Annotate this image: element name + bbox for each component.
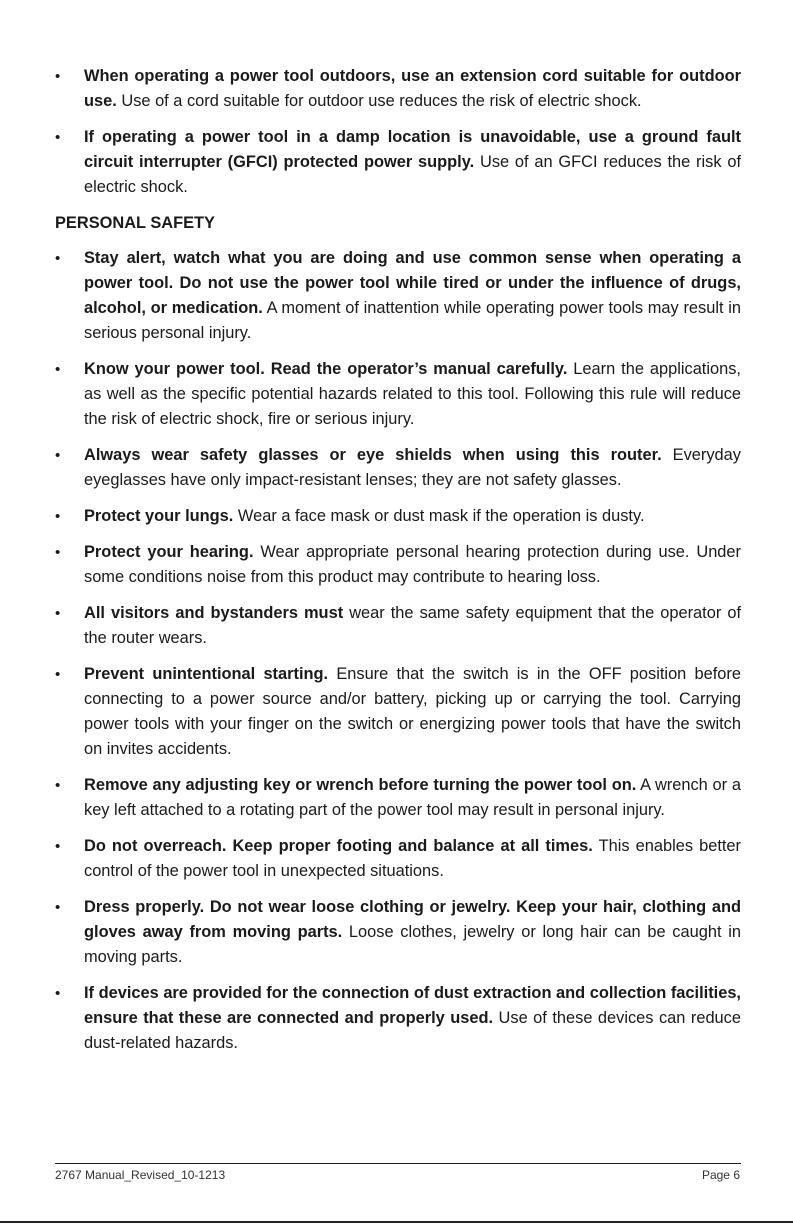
bullet-item <box>55 443 741 493</box>
bullet-dot-icon: • <box>55 899 61 916</box>
bullet-dot-icon: • <box>55 985 61 1002</box>
bullet-dot-icon: • <box>55 605 61 622</box>
bullet-bold-lead: Prevent unintentional starting. <box>84 665 329 683</box>
bullet-bold-lead: If devices are provided for the connection of dust extraction and collection facilities, ensure that these are connected and properly used. <box>84 984 741 1027</box>
bullet-dot-icon: • <box>55 666 61 683</box>
bullet-item <box>55 125 741 200</box>
bullet-body-text: Use of a cord suitable for outdoor use reduces the risk of electric shock. <box>116 92 642 110</box>
bullet-item <box>55 773 741 823</box>
bullet-item <box>55 834 741 884</box>
bullet-dot-icon: • <box>55 361 61 378</box>
bullet-item <box>55 357 741 432</box>
bullet-item <box>55 64 741 114</box>
bullet-bold-lead: All visitors and bystanders must <box>84 604 344 622</box>
footer-manual-id: 2767 Manual_Revised_10-1213 <box>55 1168 226 1182</box>
bullet-item <box>55 662 741 762</box>
bullet-dot-icon: • <box>55 447 61 464</box>
footer-page-number: Page 6 <box>701 1168 740 1182</box>
bullet-body-text: Ensure that the switch is in the OFF position before connecting to a power source and/or battery, picking up or carrying the tool. Carrying power tools with your finger on the switch or energizing power tools that have the switch on invites accidents. <box>84 665 741 758</box>
bullet-item <box>55 981 741 1056</box>
bullet-item <box>55 540 741 590</box>
footer-divider <box>55 1163 741 1164</box>
bullet-item <box>55 895 741 970</box>
bullet-dot-icon: • <box>55 838 61 855</box>
bullet-body-text: Loose clothes, jewelry or long hair can be caught in moving parts. <box>84 923 741 966</box>
bullet-body-text: Learn the applications, as well as the specific potential hazards related to this tool. Following this rule will reduce the risk of electric shock, fire or serious injury. <box>84 360 741 428</box>
bullet-dot-icon: • <box>55 544 61 561</box>
bullet-list-personal-safety <box>55 246 741 1056</box>
bullet-item <box>55 601 741 651</box>
bullet-body-text: Wear appropriate personal hearing protection during use. Under some conditions noise from this product may contribute to hearing loss. <box>84 543 741 586</box>
page-content <box>55 64 741 1067</box>
bullet-body-text: Everyday eyeglasses have only impact-resistant lenses; they are not safety glasses. <box>84 446 741 489</box>
bullet-bold-lead: Protect your hearing. <box>84 543 254 561</box>
bullet-dot-icon: • <box>55 68 61 85</box>
bullet-bold-lead: Stay alert, watch what you are doing and use common sense when operating a power tool. Do not use the power tool while tired or under the influence of drugs, alcohol, or medication. <box>84 249 741 317</box>
bullet-body-text: A wrench or a key left attached to a rotating part of the power tool may result in personal injury. <box>84 776 741 819</box>
section-heading: PERSONAL SAFETY <box>55 214 215 232</box>
bullet-bold-lead: Dress properly. Do not wear loose clothing or jewelry. Keep your hair, clothing and gloves away from moving parts. <box>84 898 741 941</box>
bullet-body-text: wear the same safety equipment that the operator of the router wears. <box>84 604 741 647</box>
bullet-dot-icon: • <box>55 250 61 267</box>
page-bottom-edge <box>0 1221 793 1223</box>
bullet-bold-lead: When operating a power tool outdoors, use an extension cord suitable for outdoor use. <box>84 67 741 110</box>
bullet-bold-lead: Protect your lungs. <box>84 507 234 525</box>
bullet-dot-icon: • <box>55 777 61 794</box>
bullet-item <box>55 504 741 529</box>
bullet-bold-lead: Always wear safety glasses or eye shields when using this router. <box>84 446 662 464</box>
bullet-item <box>55 246 741 346</box>
bullet-bold-lead: If operating a power tool in a damp location is unavoidable, use a ground fault circuit interrupter (GFCI) protected power supply. <box>84 128 741 171</box>
bullet-body-text: A moment of inattention while operating power tools may result in serious personal injury. <box>84 299 741 342</box>
bullet-dot-icon: • <box>55 508 61 525</box>
bullet-bold-lead: Do not overreach. Keep proper footing and balance at all times. <box>84 837 593 855</box>
bullet-bold-lead: Remove any adjusting key or wrench before turning the power tool on. <box>84 776 637 794</box>
bullet-dot-icon: • <box>55 129 61 146</box>
bullet-bold-lead: Know your power tool. Read the operator’s manual carefully. <box>84 360 568 378</box>
bullet-body-text: Use of an GFCI reduces the risk of electric shock. <box>84 153 741 196</box>
bullet-body-text: Wear a face mask or dust mask if the operation is dusty. <box>233 507 645 525</box>
bullet-body-text: This enables better control of the power tool in unexpected situations. <box>84 837 741 880</box>
bullet-list-outdoor <box>55 64 741 200</box>
bullet-body-text: Use of these devices can reduce dust-related hazards. <box>84 1009 741 1052</box>
